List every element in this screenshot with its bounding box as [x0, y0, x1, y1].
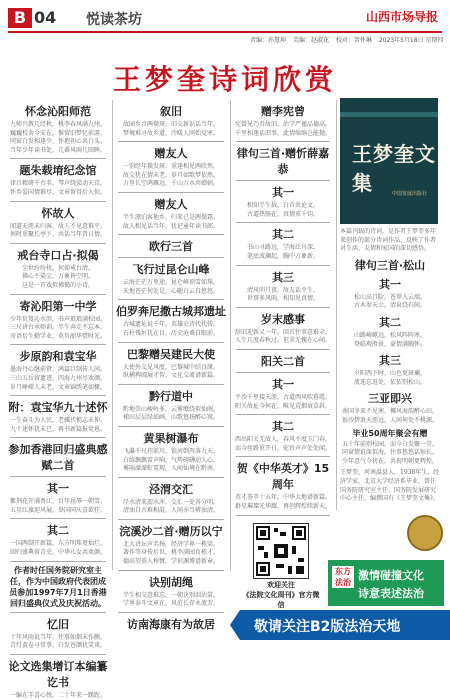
poem-line: 同窗情谊深似海，往事悠悠话短长。	[341, 449, 438, 457]
court-emblem-icon	[407, 515, 443, 551]
poem-line: 山路崎岖远，松风阵阵寒。	[353, 331, 426, 339]
poem-line: 而今丝路重开日，驼铃声声处处闻。	[234, 444, 331, 452]
poem-line: 同窗白发相逢少，怀抱初心共白头。	[9, 138, 106, 146]
poem-title: 伯罗奔尼撒古城邦遗址	[116, 305, 226, 319]
poem-line: 九十述怀犹未已，再书新篇报党恩。	[9, 425, 106, 433]
poem-title: 诀别胡绳	[149, 575, 193, 589]
page-header	[0, 0, 450, 44]
issue-date: 2023年5月18日 星期四	[378, 37, 444, 44]
poem-line: 何时重聚长亭下，共话当年昔日情。	[9, 231, 106, 239]
poem-line: 古木参天立，清泉绕石间。	[353, 302, 426, 310]
poem-title: 附：袁宝华九十述怀	[8, 401, 108, 415]
poem-title: 飞行过昆仑山峰	[132, 263, 210, 277]
promo-ad[interactable]	[328, 560, 444, 606]
poem-separator	[118, 299, 224, 300]
poem-title	[234, 519, 332, 521]
poem-line: 岁月峥嵘人未老，文章锦绣笔如椽。	[9, 383, 106, 391]
poem-line: 黔地崇山峻岭多，云雾缭绕似仙阁。	[122, 405, 219, 413]
poem-title: 浣溪沙二首·赠历以宁	[119, 524, 223, 538]
poem-separator	[118, 257, 224, 258]
poem-line: 古城遗址说千年，英雄史诗代代传。	[122, 321, 219, 329]
poem-line: 半生相交意难忘，一朝诀别泪沾裳。	[122, 591, 219, 599]
poem-line: 一别经年鬓发斑，重逢相见两欣然。	[122, 163, 219, 171]
book-cover-band	[340, 112, 438, 117]
poem-separator	[10, 437, 106, 438]
poem-title: 其二	[379, 315, 401, 329]
poem-separator	[236, 307, 330, 308]
banner-text: 敬请关注B2版法治天地	[254, 619, 401, 635]
promo-banner[interactable]	[240, 610, 450, 640]
poem-line: 墨海丹心继前贤，鸿篇巨制传人间。	[9, 366, 106, 374]
poem-title: 阳关二首	[261, 354, 305, 368]
poem-line: 天地苍茫何处是，心随白云自悠悠。	[122, 287, 219, 295]
poem-title: 访南海康有为故居	[127, 617, 215, 631]
book-cover-publisher: 中国发展出版社	[392, 191, 428, 197]
poem-line: 泾水清来渭水浑，交汇一处各分明。	[122, 498, 219, 506]
poem-line: 十年风雨说当年，往事如烟未作删。	[9, 633, 106, 641]
header-meta	[250, 35, 448, 44]
poem-title: 其三	[272, 270, 294, 284]
poem-line: 群星璀璨光华耀，再创辉煌续新天。	[234, 502, 331, 510]
poem-line: 英才荟萃十五年，中华大地谱新篇。	[234, 494, 331, 502]
poem-title: 其二	[272, 420, 294, 434]
poem-separator	[118, 342, 224, 343]
poem-separator	[236, 222, 330, 223]
poem-title: 黄果树瀑布	[143, 431, 199, 445]
column-3	[234, 100, 332, 520]
poem-line: 清浊自古难相混，人间亦当辨浊清。	[122, 507, 219, 515]
poem-title: 怀念沁阳师范	[25, 105, 91, 118]
poem-line: 人生几度春秋过，但求无愧在心间。	[234, 337, 331, 345]
poem-line: 一生奋斗为人民，老骥伏枥志未伸。	[9, 417, 106, 425]
column-divider	[336, 100, 337, 510]
poem-separator	[10, 518, 106, 519]
poem-line: 回归盛典留青史，中华儿女共欢颜。	[9, 549, 106, 557]
poem-title: 其一	[379, 277, 401, 291]
poem-title: 巴黎赠吴建民大使	[127, 347, 215, 361]
poem-line: 寄语后生勤学业，莫负韶华惜时光。	[9, 332, 106, 340]
poem-title: 其一	[47, 482, 69, 496]
poem-line: 九师兴教几经秋，桃李春风满九州。	[9, 121, 106, 128]
poem-line: 当年少年读书处，几番风雨几回眸。	[9, 146, 106, 154]
poem-line: 故交犹在情未老，岁月如歌梦依然。	[122, 171, 219, 179]
poem-title: 岁末感事	[261, 312, 305, 326]
poem-separator	[10, 561, 106, 562]
poem-line: 松山高且险，苍翠入云端。	[353, 293, 426, 301]
poem-line: 纵横捭阖展才智，文化交流谱新篇。	[122, 372, 219, 380]
poem-line: 登临观胜景，豪情满胸怀。	[353, 340, 426, 348]
book-cover-title: 王梦奎文集	[352, 142, 436, 195]
poem-line: 梯田层层绿如画，山歌悠扬醉心窝。	[122, 414, 219, 422]
poem-separator	[236, 265, 330, 266]
poem-line: 清风明月夜，故友话平生。	[246, 286, 319, 294]
poem-line: 怀乡爱国情难尽，文章留得后人惊。	[9, 188, 106, 196]
poem-line: 夕阳西下时，山色更斑斓。	[353, 370, 426, 378]
poem-title: 怀故人	[41, 206, 75, 220]
poem-separator	[10, 201, 106, 202]
poem-separator	[236, 372, 330, 373]
poem-line: 故园乡音两鬓斑，旧交新识话当年。	[122, 121, 219, 128]
poem-line: 流连忘返处，依依别松山。	[353, 378, 426, 386]
ad-line-2: 诗意表述法治	[358, 587, 424, 600]
poem-line: 世事多风雨，相知见真情。	[246, 295, 319, 303]
poem-line: 书山寻路远，学海泛舟深。	[246, 244, 319, 252]
poem-line: 阳关故址今何在，唯见荒烟衰草斜。	[234, 402, 331, 410]
poem-line: 飞瀑千尺挂前川，银河倒泻落九天。	[122, 447, 219, 455]
poem-separator	[236, 456, 330, 457]
poem-title: 赠友人	[154, 197, 188, 211]
poem-line: 佛心不染尘，万象皆空明。	[21, 273, 94, 281]
poem-line: 白练飘飘雷声响，气势磅礴动人心。	[122, 456, 219, 464]
poem-line: 相知半生载，白首共论文。	[246, 202, 319, 210]
header-rule	[8, 31, 442, 33]
ad-logo-icon: 东方法治	[332, 566, 354, 588]
poem-separator	[118, 426, 224, 427]
poem-line: 一国两制开新篇，东方明珠更灿烂。	[9, 540, 106, 548]
poem-separator	[236, 414, 330, 415]
column-name: 悦读茶坊	[86, 12, 142, 28]
poem-title: 参加香港回归盛典感赋二首	[8, 443, 108, 473]
poem-line: 半生漂泊客他乡，归来已是两鬓霜。	[122, 213, 219, 221]
poem-line: 平沙千里接天涯，古道西风吹暮霞。	[234, 393, 331, 401]
poem-line: 学界泰斗文章在，风范长存永流芳。	[122, 600, 219, 608]
poem-title: 题朱载堉纪念馆	[19, 164, 97, 178]
poem-line: 万里长空鸿雁远，千山万水共婵娟。	[122, 180, 219, 188]
poem-line: 石柱残垣犹在目，历史沧桑自眼前。	[122, 329, 219, 337]
poem-separator	[10, 395, 106, 396]
poem-separator	[10, 654, 106, 655]
poem-line: 千里相逢话旧事，此情绵绵岂能抛。	[234, 129, 331, 137]
poem-line: 三尺讲台承师训，半生奔走不忘本。	[9, 324, 106, 332]
poem-title: 其一	[272, 377, 294, 391]
poem-line: 宪曾兄乃吾故旧，治学严谨品德高。	[234, 121, 331, 128]
author-bio: 王梦奎，河南温县人，1938年生，经济学家，北京大学经济系毕业，曾任国务院研究室主任、国务院发展研究中心主任，编撰国有《王梦奎文集》。	[340, 469, 440, 503]
poem-separator	[118, 141, 224, 142]
poem-line: 古道热肠在，真情重千钧。	[246, 210, 319, 218]
editor-credit: 责编：孙慧坤	[250, 37, 287, 44]
poem-separator	[236, 180, 330, 181]
column-1	[8, 100, 108, 700]
page-number: 04	[34, 8, 57, 27]
poem-title: 黔行道中	[149, 389, 193, 403]
poem-line: 云海茫茫万里途，昆仑峰顶雪如珠。	[122, 279, 219, 287]
poem-title: 其二	[272, 228, 294, 242]
banner-arrow-icon	[230, 610, 240, 640]
poem-line: 紫荆花开满香江，百年屈辱一朝雪。	[9, 498, 106, 506]
poem-separator	[10, 344, 106, 345]
poem-separator	[118, 192, 224, 193]
poem-title: 其三	[379, 354, 401, 368]
poem-separator	[118, 612, 224, 613]
poem-title: 律句三首·赠忻薛嘉恭	[236, 147, 330, 177]
page-title: 王梦奎诗词欣赏	[112, 63, 337, 96]
poem-title: 泾渭交汇	[149, 482, 193, 496]
poem-title: 贺《中华英才》15周年	[236, 462, 330, 492]
poem-line: 一编在手喜心悦，二十年来一蹉跎。	[9, 691, 106, 699]
poem-line: 大使外交见风度，巴黎城中结良缘。	[122, 363, 219, 371]
poem-separator	[10, 612, 106, 613]
ad-line-1: 激情碰撞文化	[358, 569, 424, 582]
poem-separator	[10, 158, 106, 159]
poem-line: 律吕精研千古名，琴声绕梁动天京。	[9, 180, 106, 188]
poem-line: 少年意气今犹在，共祝明朝更辉煌。	[341, 457, 438, 465]
column-divider	[112, 100, 113, 570]
paper-name: 山西市场导报	[365, 10, 438, 24]
poem-line: 著作等身传后世，桃李满园育栋才。	[122, 549, 219, 557]
poem-separator	[10, 243, 106, 244]
poem-separator	[118, 570, 224, 571]
qr-code-image	[253, 523, 309, 579]
poem-separator	[236, 515, 330, 516]
qr-caption-line: 欢迎关注	[267, 581, 295, 589]
poem-line: 这是一首戏拟佛偈的小诗。	[21, 281, 94, 289]
designer-credit: 美编：赵淑花	[292, 37, 329, 44]
poem-line: 辞旧迎新又一年，回首往事意难全。	[234, 328, 331, 336]
poem-title: 其一	[272, 186, 294, 200]
poem-line: 银沙碧浪天涯远，人间何处不桃源。	[341, 416, 438, 424]
poem-title: 其二	[47, 524, 69, 538]
poem-title: 三亚即兴	[368, 392, 412, 406]
poem-line: 五十年前别校园，而今白发聚一堂。	[341, 440, 438, 448]
poem-title: 步原韵和袁宝华	[19, 350, 97, 364]
book-cover-image	[340, 98, 438, 224]
poem-title: 毕业50周年聚会有赠	[352, 428, 428, 438]
column-2	[116, 100, 226, 634]
poem-line: 西出阳关无故人，春风不度玉门春。	[234, 436, 331, 444]
poem-line: 梦境难寻故乡道，冷暖人间始觉寒。	[122, 129, 219, 137]
article-intro: 本篇刊载的诗词，是作者王梦奎多年来创作的部分诗词作品，反映了作者对生活、友情和家国的深切感悟。	[340, 228, 437, 253]
poem-line: 少年负笈沁水滨，书声琅琅满校园。	[9, 315, 106, 323]
poem-separator	[118, 234, 224, 235]
poem-separator	[118, 477, 224, 478]
poem-title: 寄沁阳第一中学	[19, 299, 97, 313]
poem-line: 三山五岳留遗迹，四海九州尽欢颜。	[9, 374, 106, 382]
poem-line: 青灯黄卷寻常事，白发苍颜犹笑谈。	[9, 642, 106, 650]
poem-line: 笔底波澜起，胸中万象新。	[246, 252, 319, 260]
poem-title: 赠友人	[154, 147, 188, 161]
poem-separator	[118, 384, 224, 385]
poem-separator	[10, 294, 106, 295]
poem-line: 尘世纷纷扰，何如戒台清。	[21, 264, 94, 272]
poem-line: 雾雨濛濛虹霓现，人间仙境在黔南。	[122, 465, 219, 473]
poem-line: 德高望重人称赞，学识渊博谱新章。	[122, 558, 219, 566]
poem-line: 巍巍校舍今安在，惟留旧梦忆前游。	[9, 129, 106, 137]
poem-separator	[236, 349, 330, 350]
poem-separator	[236, 141, 330, 142]
qr-caption	[240, 580, 322, 610]
poem-separator	[10, 476, 106, 477]
poem-title: 忆旧	[47, 617, 69, 631]
proofreader-credit: 校对：贺怀琳	[335, 37, 372, 44]
poem-title: 律句三首·松山	[354, 258, 426, 272]
poem-separator	[118, 519, 224, 520]
poem-title: 戒台寺口占·拟偈	[17, 248, 99, 262]
qr-caption-line: 《法院文化周刊》官方微信	[242, 591, 320, 609]
poem-title: 叙旧	[160, 105, 182, 118]
column-divider	[230, 100, 231, 570]
poem-line: 五星红旗迎风展，举国同庆喜欲狂。	[9, 506, 106, 514]
poem-title: 作者时任国务院研究室主任，作为中国政府代表团成员参加1997年7月1日香港回归盛典仪式及庆祝活动。	[9, 565, 107, 608]
poem-line: 北大讲坛声名扬，经济学界一栋梁。	[122, 540, 219, 548]
poem-title: 论文选集增订本编纂讫书	[8, 659, 108, 689]
poem-title: 欧行三首	[149, 240, 193, 254]
poem-line: 故人相见话当年，犹记童年读书郎。	[122, 222, 219, 230]
poem-line: 闻道天涯未归客，故人不见意难平。	[9, 222, 106, 230]
page-letter-badge: B	[8, 8, 32, 28]
column-4	[340, 228, 440, 513]
poem-line: 南国冬来不见寒，椰风海韵醉心田。	[341, 408, 438, 416]
poem-title: 赠李宪曾	[261, 105, 305, 118]
